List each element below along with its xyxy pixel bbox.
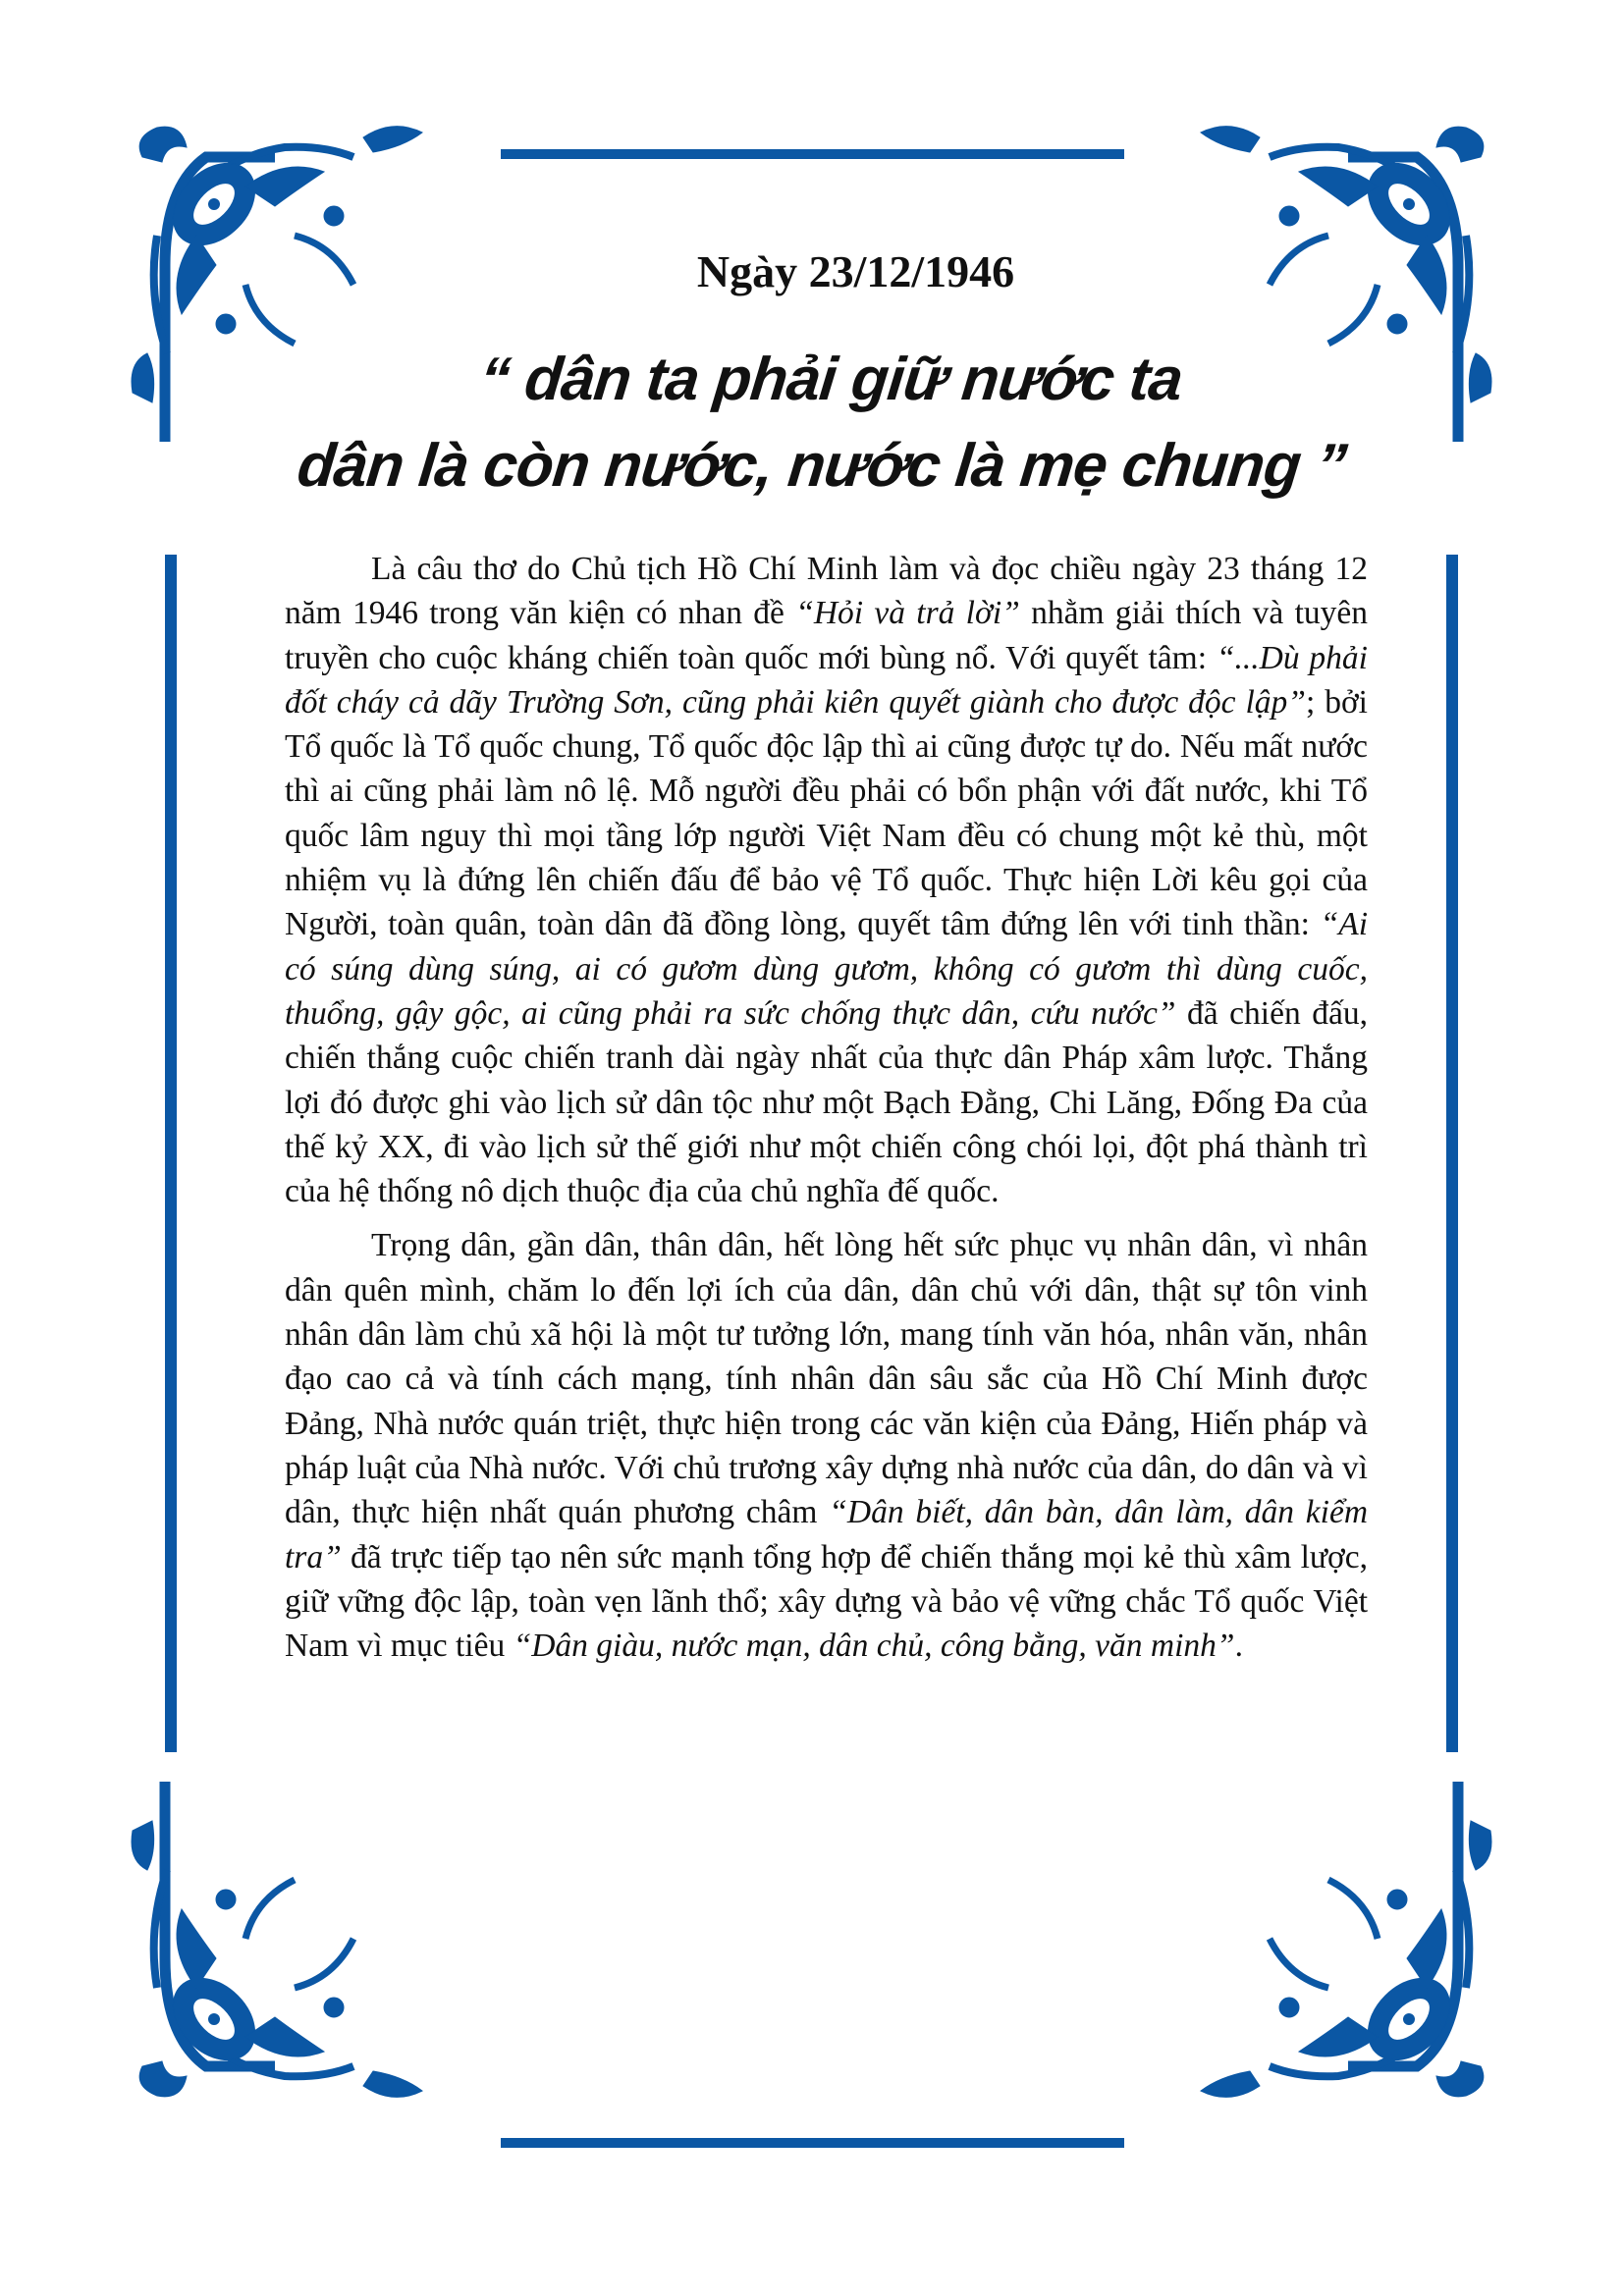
quote-text: “Hỏi và trả lời” bbox=[795, 595, 1020, 632]
paragraph-text: Trọng dân, gần dân, thân dân, hết lòng hết sức phục vụ nhân dân, vì nhân dân quên mình, chăm lo đến lợi ích của dân, dân chủ với dân, thật sự tôn vinh nhân dân làm chủ xã hội là một tư tưởng lớn, mang tính văn hóa, nhân văn, nhân đạo cao cả và tính cách mạng, tính nhân dân sâu sắc của Hồ Chí Minh được Đảng, Nhà nước quán triệt, thực hiện trong các văn kiện của Đảng, Hiến pháp và pháp luật của Nhà nước. Với chủ trương xây dựng nhà nước của dân, do dân và vì dân, thực hiện nhất quán phương châm bbox=[285, 1227, 1368, 1531]
slogan-line-2: dân là còn nước, nước là mẹ chung ” bbox=[294, 432, 1350, 500]
border-bar-top bbox=[501, 149, 1124, 159]
paragraph-text: đã chiến đấu, chiến thắng cuộc chiến tranh dài ngày nhất của thực dân Pháp xâm lược. Thắng lợi đó được ghi vào lịch sử dân tộc như một Bạch Đằng, Chi Lăng, Đống Đa của thế kỷ XX, đi vào lịch sử thế giới như một chiến công chói lọi, đột phá thành trì của hệ thống nô dịch thuộc địa của chủ nghĩa đế quốc. bbox=[285, 994, 1368, 1210]
floral-corner-ornament-icon bbox=[1171, 1782, 1495, 2106]
body-paragraph-2 bbox=[285, 1223, 1368, 1668]
border-bar-right bbox=[1446, 555, 1458, 1752]
border-bar-left bbox=[165, 555, 177, 1752]
quote-text: “Ai có súng dùng súng, ai có gươm dùng gươm, không có gươm thì dùng cuốc, thuổng, gậy gộc, ai cũng phải ra sức chống thực dân, cứu nước” bbox=[285, 906, 1368, 1032]
paragraph-text: đã trực tiếp tạo nên sức mạnh tổng hợp để chiến thắng mọi kẻ thù xâm lược, giữ vững độc lập, toàn vẹn lãnh thổ; xây dựng và bảo vệ vững chắc Tổ quốc Việt Nam vì mục tiêu bbox=[285, 1538, 1368, 1665]
paragraph-text: nhằm giải thích và tuyên truyền cho cuộc kháng chiến toàn quốc mới bùng nổ. Với quyết tâm: bbox=[285, 595, 1368, 676]
document-date: Ngày 23/12/1946 bbox=[696, 246, 1015, 296]
paragraph-text: Là câu thơ do Chủ tịch Hồ Chí Minh làm và đọc chiều ngày 23 tháng 12 năm 1946 trong văn kiện có nhan đề bbox=[285, 551, 1368, 632]
body-paragraph-1 bbox=[285, 547, 1368, 1213]
slogan-heading bbox=[276, 337, 1377, 509]
quote-text: “Dân giàu, nước mạn, dân chủ, công bằng, văn minh” bbox=[513, 1628, 1235, 1665]
quote-text: “Dân biết, dân bàn, dân làm, dân kiểm tra” bbox=[285, 1494, 1369, 1575]
paragraph-text: ; bởi Tổ quốc là Tổ quốc chung, Tổ quốc độc lập thì ai cũng được tự do. Nếu mất nước thì ai cũng phải làm nô lệ. Mỗ người đều phải có bổn phận với đất nước, khi Tổ quốc lâm nguy thì mọi tầng lớp người Việt Nam đều có chung một kẻ thù, một nhiệm vụ là đứng lên chiến đấu để bảo vệ Tổ quốc. Thực hiện Lời kêu gọi của Người, toàn quân, toàn dân đã đồng lòng, quyết tâm đứng lên với tinh thần: bbox=[285, 683, 1368, 943]
paragraph-text: . bbox=[1234, 1628, 1243, 1665]
quote-text: “...Dù phải đốt cháy cả dãy Trường Sơn, cũng phải kiên quyết giành cho được độc lập” bbox=[285, 639, 1368, 721]
floral-corner-ornament-icon bbox=[128, 1782, 452, 2106]
document-content bbox=[285, 245, 1368, 1678]
border-bar-bottom bbox=[501, 2138, 1124, 2148]
slogan-line-1: “ dân ta phải giữ nước ta bbox=[476, 346, 1186, 413]
